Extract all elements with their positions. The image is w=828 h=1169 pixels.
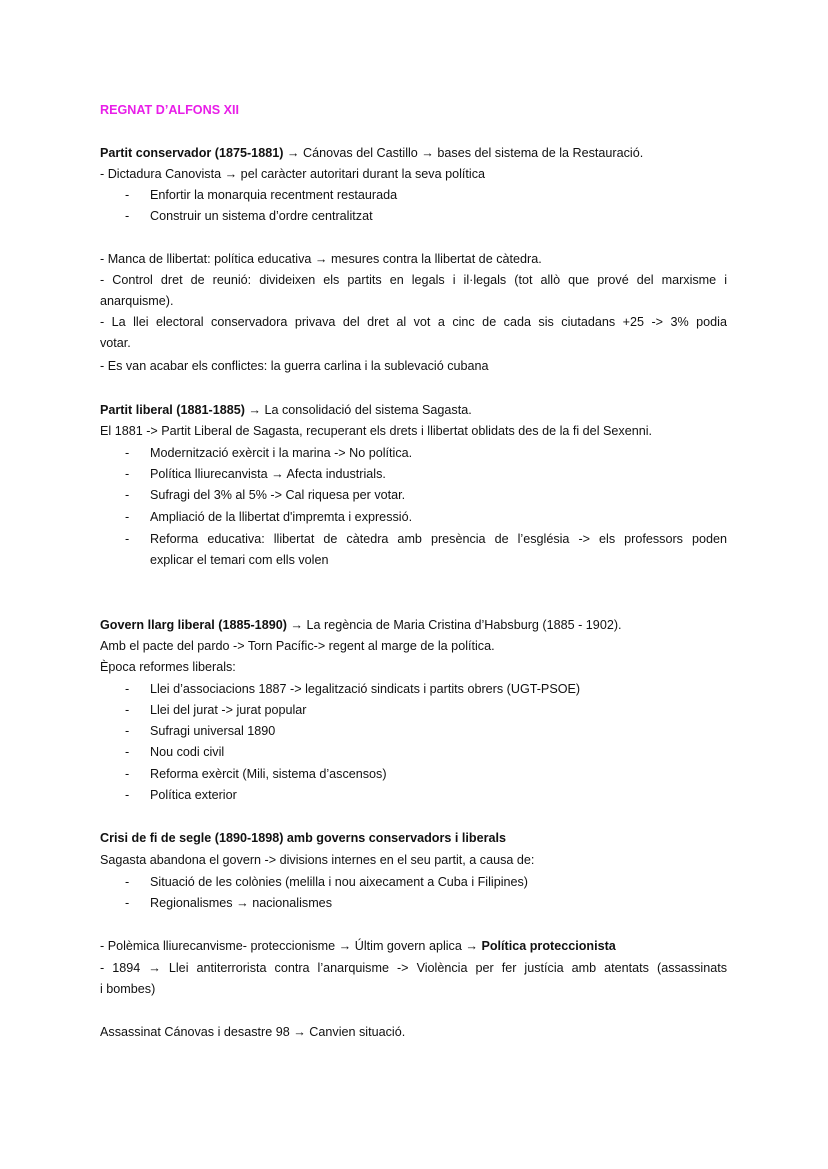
- text-segment: i bombes): [100, 982, 156, 996]
- bullet-item: [150, 743, 224, 761]
- bullet-dash: -: [125, 875, 130, 889]
- bullet-item: [150, 722, 275, 740]
- text-segment: Modernització exèrcit i la marina -> No política.: [150, 446, 413, 460]
- bullet-item: [150, 465, 386, 483]
- bullet-item: [150, 765, 387, 783]
- bullet-dash: -: [125, 724, 130, 738]
- text-line: [100, 422, 652, 440]
- text-line: [100, 250, 542, 268]
- text-segment: El 1881 -> Partit Liberal de Sagasta, recuperant els drets i llibertat oblidats des de la fi del Sexenni.: [100, 424, 652, 438]
- text-segment: Sufragi universal 1890: [150, 724, 276, 738]
- text-line: [100, 271, 727, 289]
- section-heading: [100, 616, 622, 634]
- text-segment: Reforma exèrcit (Mili, sistema d’ascensos): [150, 767, 387, 781]
- bold-text: Crisi de fi de segle (1890-1898) amb governs conservadors i liberals: [100, 831, 506, 845]
- text-segment: Llei d’associacions 1887 -> legalització sindicats i partits obrers (UGT-PSOE): [150, 682, 581, 696]
- text-segment: - La llei electoral conservadora privava del dret al vot a cinc de cada sis ciutadans +25 -> 3% podia: [100, 315, 727, 329]
- bold-text: Partit conservador (1875-1881): [100, 146, 284, 160]
- bullet-item: [150, 508, 412, 526]
- text-segment: Sufragi del 3% al 5% -> Cal riquesa per votar.: [150, 488, 406, 502]
- bullet-item: [150, 444, 412, 462]
- text-segment: - Control dret de reunió: divideixen els partits en legals i il·legals (tot allò que prové del marxisme i: [100, 273, 727, 287]
- bullet-dash: -: [125, 510, 130, 524]
- bullet-dash: -: [125, 896, 130, 910]
- text-segment: Regionalismes → nacionalismes: [150, 896, 332, 910]
- text-line: [100, 959, 727, 977]
- bullet-dash: -: [125, 767, 130, 781]
- text-line: [100, 165, 485, 183]
- bullet-item: [150, 786, 237, 804]
- text-line: [100, 292, 174, 310]
- text-segment: → La consolidació del sistema Sagasta.: [244, 403, 472, 417]
- text-segment: votar.: [100, 336, 131, 350]
- bullet-dash: -: [125, 682, 130, 696]
- bullet-dash: -: [125, 188, 130, 202]
- bullet-item: [150, 486, 405, 504]
- text-line: [100, 313, 727, 331]
- text-segment: Reforma educativa: llibertat de càtedra amb presència de l’església -> els professors poden: [150, 532, 727, 546]
- text-line: [100, 334, 131, 352]
- bullet-dash: -: [125, 209, 130, 223]
- text-line: [100, 851, 534, 869]
- text-segment: Assassinat Cánovas i desastre 98 → Canvien situació.: [100, 1025, 406, 1039]
- text-line: [100, 637, 495, 655]
- text-segment: - Manca de llibertat: política educativa → mesures contra la llibertat de càtedra.: [100, 252, 542, 266]
- bullet-dash: -: [125, 446, 130, 460]
- text-segment: Política exterior: [150, 788, 237, 802]
- text-segment: Situació de les colònies (melilla i nou aixecament a Cuba i Filipines): [150, 875, 528, 889]
- text-segment: Enfortir la monarquia recentment restaurada: [150, 188, 398, 202]
- section-heading: [100, 829, 506, 847]
- text-segment: - Es van acabar els conflictes: la guerra carlina i la sublevació cubana: [100, 359, 489, 373]
- text-segment: → La regència de Maria Cristina d’Habsburg (1885 - 1902).: [286, 618, 622, 632]
- bold-text: Govern llarg liberal (1885-1890): [100, 618, 287, 632]
- bullet-dash: -: [125, 745, 130, 759]
- document-title: REGNAT D’ALFONS XII: [100, 103, 239, 117]
- text-line: [100, 658, 236, 676]
- bullet-dash: -: [125, 488, 130, 502]
- bullet-item: [150, 186, 397, 204]
- text-line: [100, 980, 155, 998]
- text-segment: anarquisme).: [100, 294, 174, 308]
- bullet-item: [150, 530, 727, 548]
- bullet-item: [150, 701, 306, 719]
- text-segment: → Cánovas del Castillo → bases del sistema de la Restauració.: [283, 146, 644, 160]
- section-heading: [100, 401, 472, 419]
- bullet-item: [150, 207, 373, 225]
- bullet-item: [150, 873, 528, 891]
- text-segment: Època reformes liberals:: [100, 660, 236, 674]
- text-segment: Llei del jurat -> jurat popular: [150, 703, 307, 717]
- text-segment: Amb el pacte del pardo -> Torn Pacífic-> regent al marge de la política.: [100, 639, 495, 653]
- bold-text: Política proteccionista: [481, 939, 616, 953]
- text-segment: Ampliació de la llibertat d'impremta i expressió.: [150, 510, 413, 524]
- text-segment: - Dictadura Canovista → pel caràcter autoritari durant la seva política: [100, 167, 485, 181]
- text-segment: - 1894 → Llei antiterrorista contra l’anarquisme -> Violència per fer justícia amb atentats (assassinats: [100, 961, 727, 975]
- bullet-dash: -: [125, 788, 130, 802]
- text-segment: Construir un sistema d’ordre centralitzat: [150, 209, 373, 223]
- bold-text: Partit liberal (1881-1885): [100, 403, 245, 417]
- text-segment: Política lliurecanvista → Afecta industrials.: [150, 467, 386, 481]
- section-heading: [100, 144, 643, 162]
- bullet-dash: -: [125, 532, 130, 546]
- text-line: [100, 357, 489, 375]
- text-line: [100, 937, 616, 955]
- bullet-item: [150, 680, 580, 698]
- text-line: [100, 1023, 405, 1041]
- text-segment: Sagasta abandona el govern -> divisions internes en el seu partit, a causa de:: [100, 853, 535, 867]
- text-line: [150, 551, 328, 569]
- text-segment: - Polèmica lliurecanvisme- proteccionisme → Últim govern aplica →: [100, 939, 482, 953]
- text-segment: Nou codi civil: [150, 745, 225, 759]
- text-segment: explicar el temari com ells volen: [150, 553, 329, 567]
- bullet-dash: -: [125, 467, 130, 481]
- bullet-dash: -: [125, 703, 130, 717]
- bullet-item: [150, 894, 332, 912]
